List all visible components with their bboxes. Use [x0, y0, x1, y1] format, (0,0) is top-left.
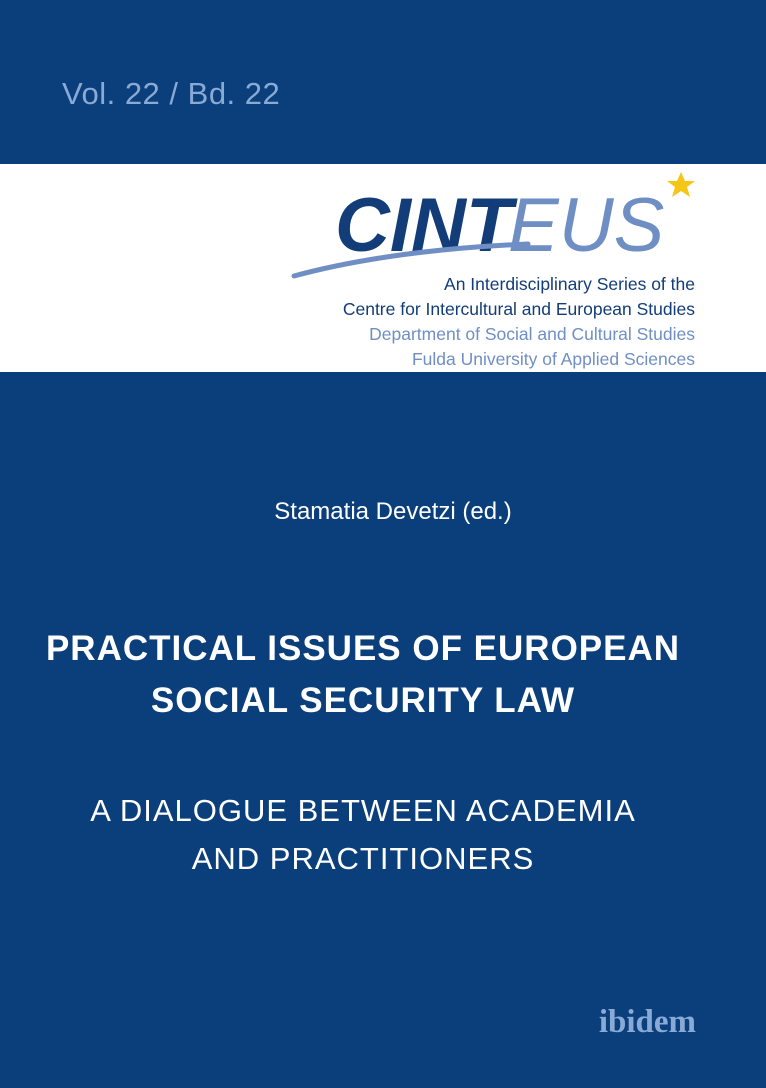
series-line-1: An Interdisciplinary Series of the	[444, 274, 695, 294]
book-title	[0, 623, 726, 727]
editor-name: Stamatia Devetzi (ed.)	[274, 498, 512, 525]
publisher-logo: ibidem	[598, 1004, 696, 1040]
star-icon	[667, 172, 695, 197]
volume-number: Vol. 22 / Bd. 22	[62, 76, 281, 111]
series-line-4: Fulda University of Applied Sciences	[411, 349, 695, 369]
book-subtitle	[0, 787, 726, 883]
series-line-3: Department of Social and Cultural Studies	[369, 324, 695, 344]
title-line-1: PRACTICAL ISSUES OF EUROPEAN	[45, 629, 681, 668]
logo-text-light: EUS	[508, 183, 665, 268]
series-description	[343, 272, 695, 372]
subtitle-line-2: AND PRACTITIONERS	[191, 841, 535, 876]
cinteus-logo	[290, 168, 710, 283]
title-line-2: SOCIAL SECURITY LAW	[150, 681, 576, 720]
series-line-2: Centre for Intercultural and European Studies	[342, 299, 695, 319]
logo-text-dark: CINT	[335, 183, 513, 268]
subtitle-line-1: A DIALOGUE BETWEEN ACADEMIA	[90, 793, 636, 828]
